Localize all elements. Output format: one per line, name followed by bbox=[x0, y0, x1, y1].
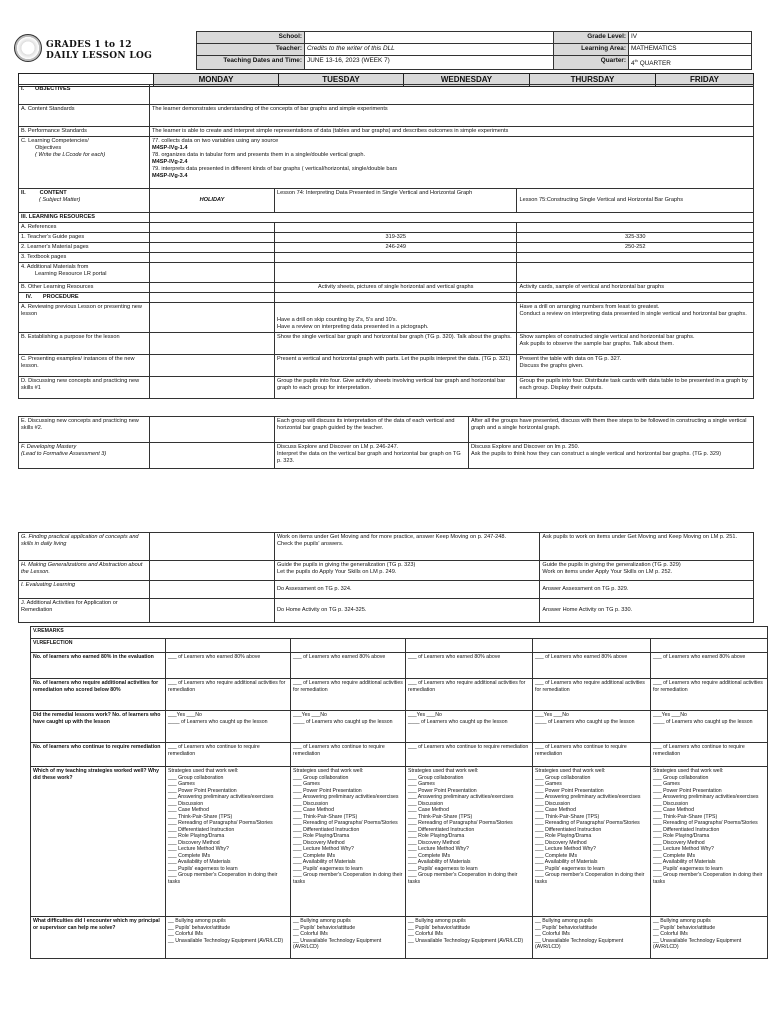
day-friday: FRIDAY bbox=[656, 74, 754, 87]
proc-d-tw: Group the pupils into four. Give activity sheets involving vertical bar graph and horizontal bar graph to each group for interpretation. bbox=[275, 377, 517, 399]
reflect-c-fri: ___Yes ___No ____ of Learners who caught up the lesson bbox=[651, 711, 768, 743]
day-thursday: THURSDAY bbox=[530, 74, 656, 87]
grade-label: Grade Level: bbox=[554, 32, 629, 44]
quarter-label: Quarter: bbox=[554, 56, 629, 70]
reflect-f-mon: __ Bullying among pupils __ Pupils' behavior/attitude __ Colorful IMs __ Unavailable Technology Equipment (AVR/LCD) bbox=[166, 917, 291, 959]
reflect-a-thu: ___ of Learners who earned 80% above bbox=[533, 653, 651, 679]
reflect-d-wed: ___ of Learners who continue to require remediation bbox=[406, 743, 533, 767]
reflect-a-fri: ___ of Learners who earned 80% above bbox=[651, 653, 768, 679]
reflect-q-d: No. of learners who continue to require remediation bbox=[31, 743, 166, 767]
lm-label: 2. Learner's Material pages bbox=[19, 243, 150, 253]
proc-j-tf: Answer Home Activity on TG p. 330. bbox=[540, 599, 754, 623]
reflect-b-tue: ___ of Learners who require additional activities for remediation bbox=[291, 679, 406, 711]
dll-title bbox=[46, 40, 152, 62]
proc-h-label: H. Making Generalizations and Abstraction about the Lesson. bbox=[19, 561, 150, 581]
reflect-a-wed: ___ of Learners who earned 80% above bbox=[406, 653, 533, 679]
proc-h-tf: Guide the pupils in giving the generalization (TG p. 329) Work on items under Apply Your Skills on LM p. 252. bbox=[540, 561, 754, 581]
proc-i-tf: Answer Assessment on TG p. 329. bbox=[540, 581, 754, 599]
content-std-label: A. Content Standards bbox=[19, 105, 150, 127]
lesson-table-3 bbox=[18, 532, 754, 623]
area-label: Learning Area: bbox=[554, 44, 629, 56]
reflect-f-wed: __ Bullying among pupils __ Pupils' behavior/attitude __ Colorful IMs __ Unavailable Technology Equipment (AVR/LCD) bbox=[406, 917, 533, 959]
reflect-c-tue: ___Yes ___No ____ of Learners who caught up the lesson bbox=[291, 711, 406, 743]
reflect-q-f: What difficulties did I encounter which my principal or supervisor can help me solve? bbox=[31, 917, 166, 959]
lm-pages-tw: 246-249 bbox=[275, 243, 517, 253]
references-label: A. References bbox=[19, 223, 150, 233]
title-line2: DAILY LESSON LOG bbox=[46, 51, 153, 61]
content-thu-fri: Lesson 75:Constructing Single Vertical and Horizontal Bar Graphs bbox=[517, 189, 754, 213]
other-resources-label: B. Other Learning Resources bbox=[19, 283, 150, 293]
proc-a-label: A. Reviewing previous Lesson or presenting new lesson bbox=[19, 303, 150, 333]
school-label: School: bbox=[197, 32, 305, 44]
proc-j-label: J. Additional Activities for Application or Remediation bbox=[19, 599, 150, 623]
reflect-d-fri: ___ of Learners who continue to require remediation bbox=[651, 743, 768, 767]
reflect-e-wed: Strategies used that work well: ___ Group collaboration ___ Games ___ Power Point Presentation ___ Answering preliminary activities/exercises ___ Discussion ___ Case Method ___ Think-Pair-Share (TPS) ___ Rereading of Paragraphs/ Poems/Stories ___ Differentiated Instruction ___ Role Playing/Drama ___ Discovery Method ___ Lecture Method Why? ___ Complete IMs ___ Availability of Materials ___ Pupils' eagerness to learn ___ Group member's Cooperation in doing their tasks bbox=[406, 767, 533, 917]
proc-b-tf: Show samples of constructed single vertical and horizontal bar graphs. Ask pupils to observe the sample bar graphs. Talk about them. bbox=[517, 333, 754, 355]
other-resources-tw: Activity sheets, pictures of single horizontal and vertical graphs bbox=[275, 283, 517, 293]
reflection-table bbox=[30, 626, 768, 959]
tg-label: 1. Teacher's Guide pages bbox=[19, 233, 150, 243]
proc-e-tw: Each group will discuss its interpretation of the data of each vertical and horizontal bar graph guided by the teacher. bbox=[275, 417, 469, 443]
grade-value: IV bbox=[629, 32, 752, 44]
proc-e-label: E. Discussing new concepts and practicing new skills #2. bbox=[19, 417, 150, 443]
reflect-b-wed: ___ of Learners who require additional activities for remediation bbox=[406, 679, 533, 711]
other-resources-tf: Activity cards, sample of vertical and horizontal bar graphs bbox=[517, 283, 754, 293]
proc-f-tf: Discuss Explore and Discover on lm p. 250. Ask the pupils to think how they can construct a single vertical and horizontal bar graphs. (TG p. 329) bbox=[468, 443, 753, 469]
reflect-f-tue: __ Bullying among pupils __ Pupils' behavior/attitude __ Colorful IMs __ Unavailable Technology Equipment (AVR/LCD) bbox=[291, 917, 406, 959]
proc-i-tw: Do Assessment on TG p. 324. bbox=[275, 581, 540, 599]
day-monday: MONDAY bbox=[154, 74, 279, 87]
proc-i-label: I. Evaluating Learning bbox=[19, 581, 150, 599]
proc-a-tw: Have a drill on skip counting by 2's, 5's and 10's. Have a review on interpreting data presented in a pictograph. bbox=[275, 303, 517, 333]
proc-g-label: G. Finding practical application of concepts and skills in daily living bbox=[19, 533, 150, 561]
proc-h-tw: Guide the pupils in giving the generalization (TG p. 323) Let the pupils do Apply Your Skills on LM p. 249. bbox=[275, 561, 540, 581]
teacher-label: Teacher: bbox=[197, 44, 305, 56]
proc-g-tw: Work on items under Get Moving and for more practice, answer Keep Moving on p. 247-248. Check the pupils' answers. bbox=[275, 533, 540, 561]
remarks-heading: V.REMARKS bbox=[31, 627, 768, 639]
reflect-a-tue: ___ of Learners who earned 80% above bbox=[291, 653, 406, 679]
dates-value: JUNE 13-16, 2023 (WEEK 7) bbox=[305, 56, 554, 70]
perf-std-text: The learner is able to create and interpret simple representations of data (tables and bar graphs) and describes outcomes in simple experiments bbox=[150, 127, 754, 137]
reflect-d-thu: ___ of Learners who continue to require remediation bbox=[533, 743, 651, 767]
proc-a-tf: Have a drill on arranging numbers from least to greatest. Conduct a review on interpreting data presented in single vertical and horizontal bar graphs. bbox=[517, 303, 754, 333]
proc-b-tw: Show the single vertical bar graph and horizontal bar graph (TG p. 320). Talk about the graphs. bbox=[275, 333, 517, 355]
reflect-a-mon: ___ of Learners who earned 80% above bbox=[166, 653, 291, 679]
proc-g-tf: Ask pupils to work on items under Get Moving and Keep Moving on LM p. 251. bbox=[540, 533, 754, 561]
dates-label: Teaching Dates and Time: bbox=[197, 56, 305, 70]
teacher-value: Credits to the writer of this DLL bbox=[305, 44, 554, 56]
competencies-label: C. Learning Competencies/ Objectives ( Write the LCcode for each) bbox=[19, 137, 150, 189]
proc-c-label: C. Presenting examples/ instances of the new lesson. bbox=[19, 355, 150, 377]
content-std-text: The learner demonstrates understanding of the concepts of bar graphs and simple experiments bbox=[150, 105, 754, 127]
lesson-table-2 bbox=[18, 416, 754, 469]
reflect-b-fri: ___ of Learners who require additional activities for remediation bbox=[651, 679, 768, 711]
procedure-heading: IV. PROCEDURE bbox=[19, 293, 150, 303]
proc-f-tw: Discuss Explore and Discover on LM p. 246-247. Interpret the data on the vertical bar graph and horizontal bar graph on TG p. 323. bbox=[275, 443, 469, 469]
proc-e-tf: After all the groups have presented, discuss with them thee steps to be followed in constructing a single vertical graph and a single horizontal graph. bbox=[468, 417, 753, 443]
area-value: MATHEMATICS bbox=[629, 44, 752, 56]
reflect-d-mon: ___ of Learners who continue to require remediation bbox=[166, 743, 291, 767]
resources-heading: III. LEARNING RESOURCES bbox=[19, 213, 150, 223]
reflect-b-thu: ___ of Learners who require additional activities for remediation bbox=[533, 679, 651, 711]
reflect-d-tue: ___ of Learners who continue to require remediation bbox=[291, 743, 406, 767]
quarter-value: 4th QUARTER bbox=[629, 56, 752, 70]
tg-pages-tf: 325-330 bbox=[517, 233, 754, 243]
reflect-c-thu: ___Yes ___No ____ of Learners who caught up the lesson bbox=[533, 711, 651, 743]
proc-f-label: F. Developing Mastery (Lead to Formative Assessment 3) bbox=[19, 443, 150, 469]
reflect-c-mon: ___Yes ___No ____ of Learners who caught up the lesson bbox=[166, 711, 291, 743]
reflect-q-b: No. of learners who require additional activities for remediation who scored below 80% bbox=[31, 679, 166, 711]
reflect-e-fri: Strategies used that work well: ___ Group collaboration ___ Games ___ Power Point Presentation ___ Answering preliminary activities/exercises ___ Discussion ___ Case Method ___ Think-Pair-Share (TPS) ___ Rereading of Paragraphs/ Poems/Stories ___ Differentiated Instruction ___ Role Playing/Drama ___ Discovery Method ___ Lecture Method Why? ___ Complete IMs ___ Availability of Materials ___ Pupils' eagerness to learn ___ Group member's Cooperation in doing their tasks bbox=[651, 767, 768, 917]
proc-b-label: B. Establishing a purpose for the lesson bbox=[19, 333, 150, 355]
content-monday: HOLIDAY bbox=[150, 189, 275, 213]
objectives-heading: I. OBJECTIVES bbox=[19, 85, 150, 105]
proc-c-tw: Present a vertical and horizontal graph with parts. Let the pupils interpret the data. (TG p. 321) bbox=[275, 355, 517, 377]
reflect-c-wed: ___Yes ___No ____ of Learners who caught up the lesson bbox=[406, 711, 533, 743]
proc-d-label: D. Discussing new concepts and practicing new skills #1 bbox=[19, 377, 150, 399]
perf-std-label: B. Performance Standards bbox=[19, 127, 150, 137]
header-table bbox=[196, 31, 752, 70]
additional-materials-label: 4. Additional Materials from Learning Resource LR portal bbox=[19, 263, 150, 283]
reflect-e-tue: Strategies used that work well: ___ Group collaboration ___ Games ___ Power Point Presentation ___ Answering preliminary activities/exercises ___ Discussion ___ Case Method ___ Think-Pair-Share (TPS) ___ Rereading of Paragraphs/ Poems/Stories ___ Differentiated Instruction ___ Role Playing/Drama ___ Discovery Method ___ Lecture Method Why? ___ Complete IMs ___ Availability of Materials ___ Pupils' eagerness to learn ___ Group member's Cooperation in doing their tasks bbox=[291, 767, 406, 917]
reflect-q-a: No. of learners who earned 80% in the evaluation bbox=[31, 653, 166, 679]
reflect-f-thu: __ Bullying among pupils __ Pupils' behavior/attitude __ Colorful IMs __ Unavailable Technology Equipment (AVR/LCD) bbox=[533, 917, 651, 959]
reflect-q-e: Which of my teaching strategies worked well? Why did these work? bbox=[31, 767, 166, 917]
proc-d-tf: Group the pupils into four. Distribute task cards with data table to be presented in a graph by each group. Display their outputs. bbox=[517, 377, 754, 399]
competencies-text: 77. collects data on two variables using any source M4SP-IVg-1.4 78. organizes data in tabular form and presents them in a single/double vertical graph. M4SP-IVg-2.4 79. interprets data presented in different kinds of bar graphs ( vertical/horizontal, single/double bars M4SP-IVg-3.4 bbox=[150, 137, 754, 189]
deped-seal bbox=[14, 34, 42, 62]
tg-pages-tw: 319-325 bbox=[275, 233, 517, 243]
day-wednesday: WEDNESDAY bbox=[404, 74, 530, 87]
reflect-e-mon: Strategies used that work well: ___ Group collaboration ___ Games ___ Power Point Presentation ___ Answering preliminary activities/exercises ___ Discussion ___ Case Method ___ Think-Pair-Share (TPS) ___ Rereading of Paragraphs/ Poems/Stories ___ Differentiated Instruction ___ Role Playing/Drama ___ Discovery Method ___ Lecture Method Why? ___ Complete IMs ___ Availability of Materials ___ Pupils' eagerness to learn ___ Group member's Cooperation in doing their tasks bbox=[166, 767, 291, 917]
reflect-e-thu: Strategies used that work well: ___ Group collaboration ___ Games ___ Power Point Presentation ___ Answering preliminary activities/exercises ___ Discussion ___ Case Method ___ Think-Pair-Share (TPS) ___ Rereading of Paragraphs/ Poems/Stories ___ Differentiated Instruction ___ Role Playing/Drama ___ Discovery Method ___ Lecture Method Why? ___ Complete IMs ___ Availability of Materials ___ Pupils' eagerness to learn ___ Group member's Cooperation in doing their tasks bbox=[533, 767, 651, 917]
school-value bbox=[305, 32, 554, 44]
tb-label: 3. Textbook pages bbox=[19, 253, 150, 263]
reflect-q-c: Did the remedial lessons work? No. of learners who have caught up with the lesson bbox=[31, 711, 166, 743]
lesson-table-1 bbox=[18, 84, 754, 399]
lm-pages-tf: 250-252 bbox=[517, 243, 754, 253]
content-heading: II. CONTENT ( Subject Matter) bbox=[19, 189, 150, 213]
reflect-f-fri: __ Bullying among pupils __ Pupils' behavior/attitude __ Colorful IMs __ Unavailable Technology Equipment (AVR/LCD) bbox=[651, 917, 768, 959]
proc-c-tf: Present the table with data on TG p. 327. Discuss the graphs given. bbox=[517, 355, 754, 377]
reflection-heading: VI.REFLECTION bbox=[31, 639, 166, 653]
day-tuesday: TUESDAY bbox=[279, 74, 404, 87]
content-tue-wed: Lesson 74: Interpreting Data Presented in Single Vertical and Horizontal Graph bbox=[275, 189, 517, 213]
title-line1: GRADES 1 to 12 bbox=[46, 40, 132, 50]
reflect-b-mon: ___ of Learners who require additional activities for remediation bbox=[166, 679, 291, 711]
proc-j-tw: Do Home Activity on TG p. 324-325. bbox=[275, 599, 540, 623]
